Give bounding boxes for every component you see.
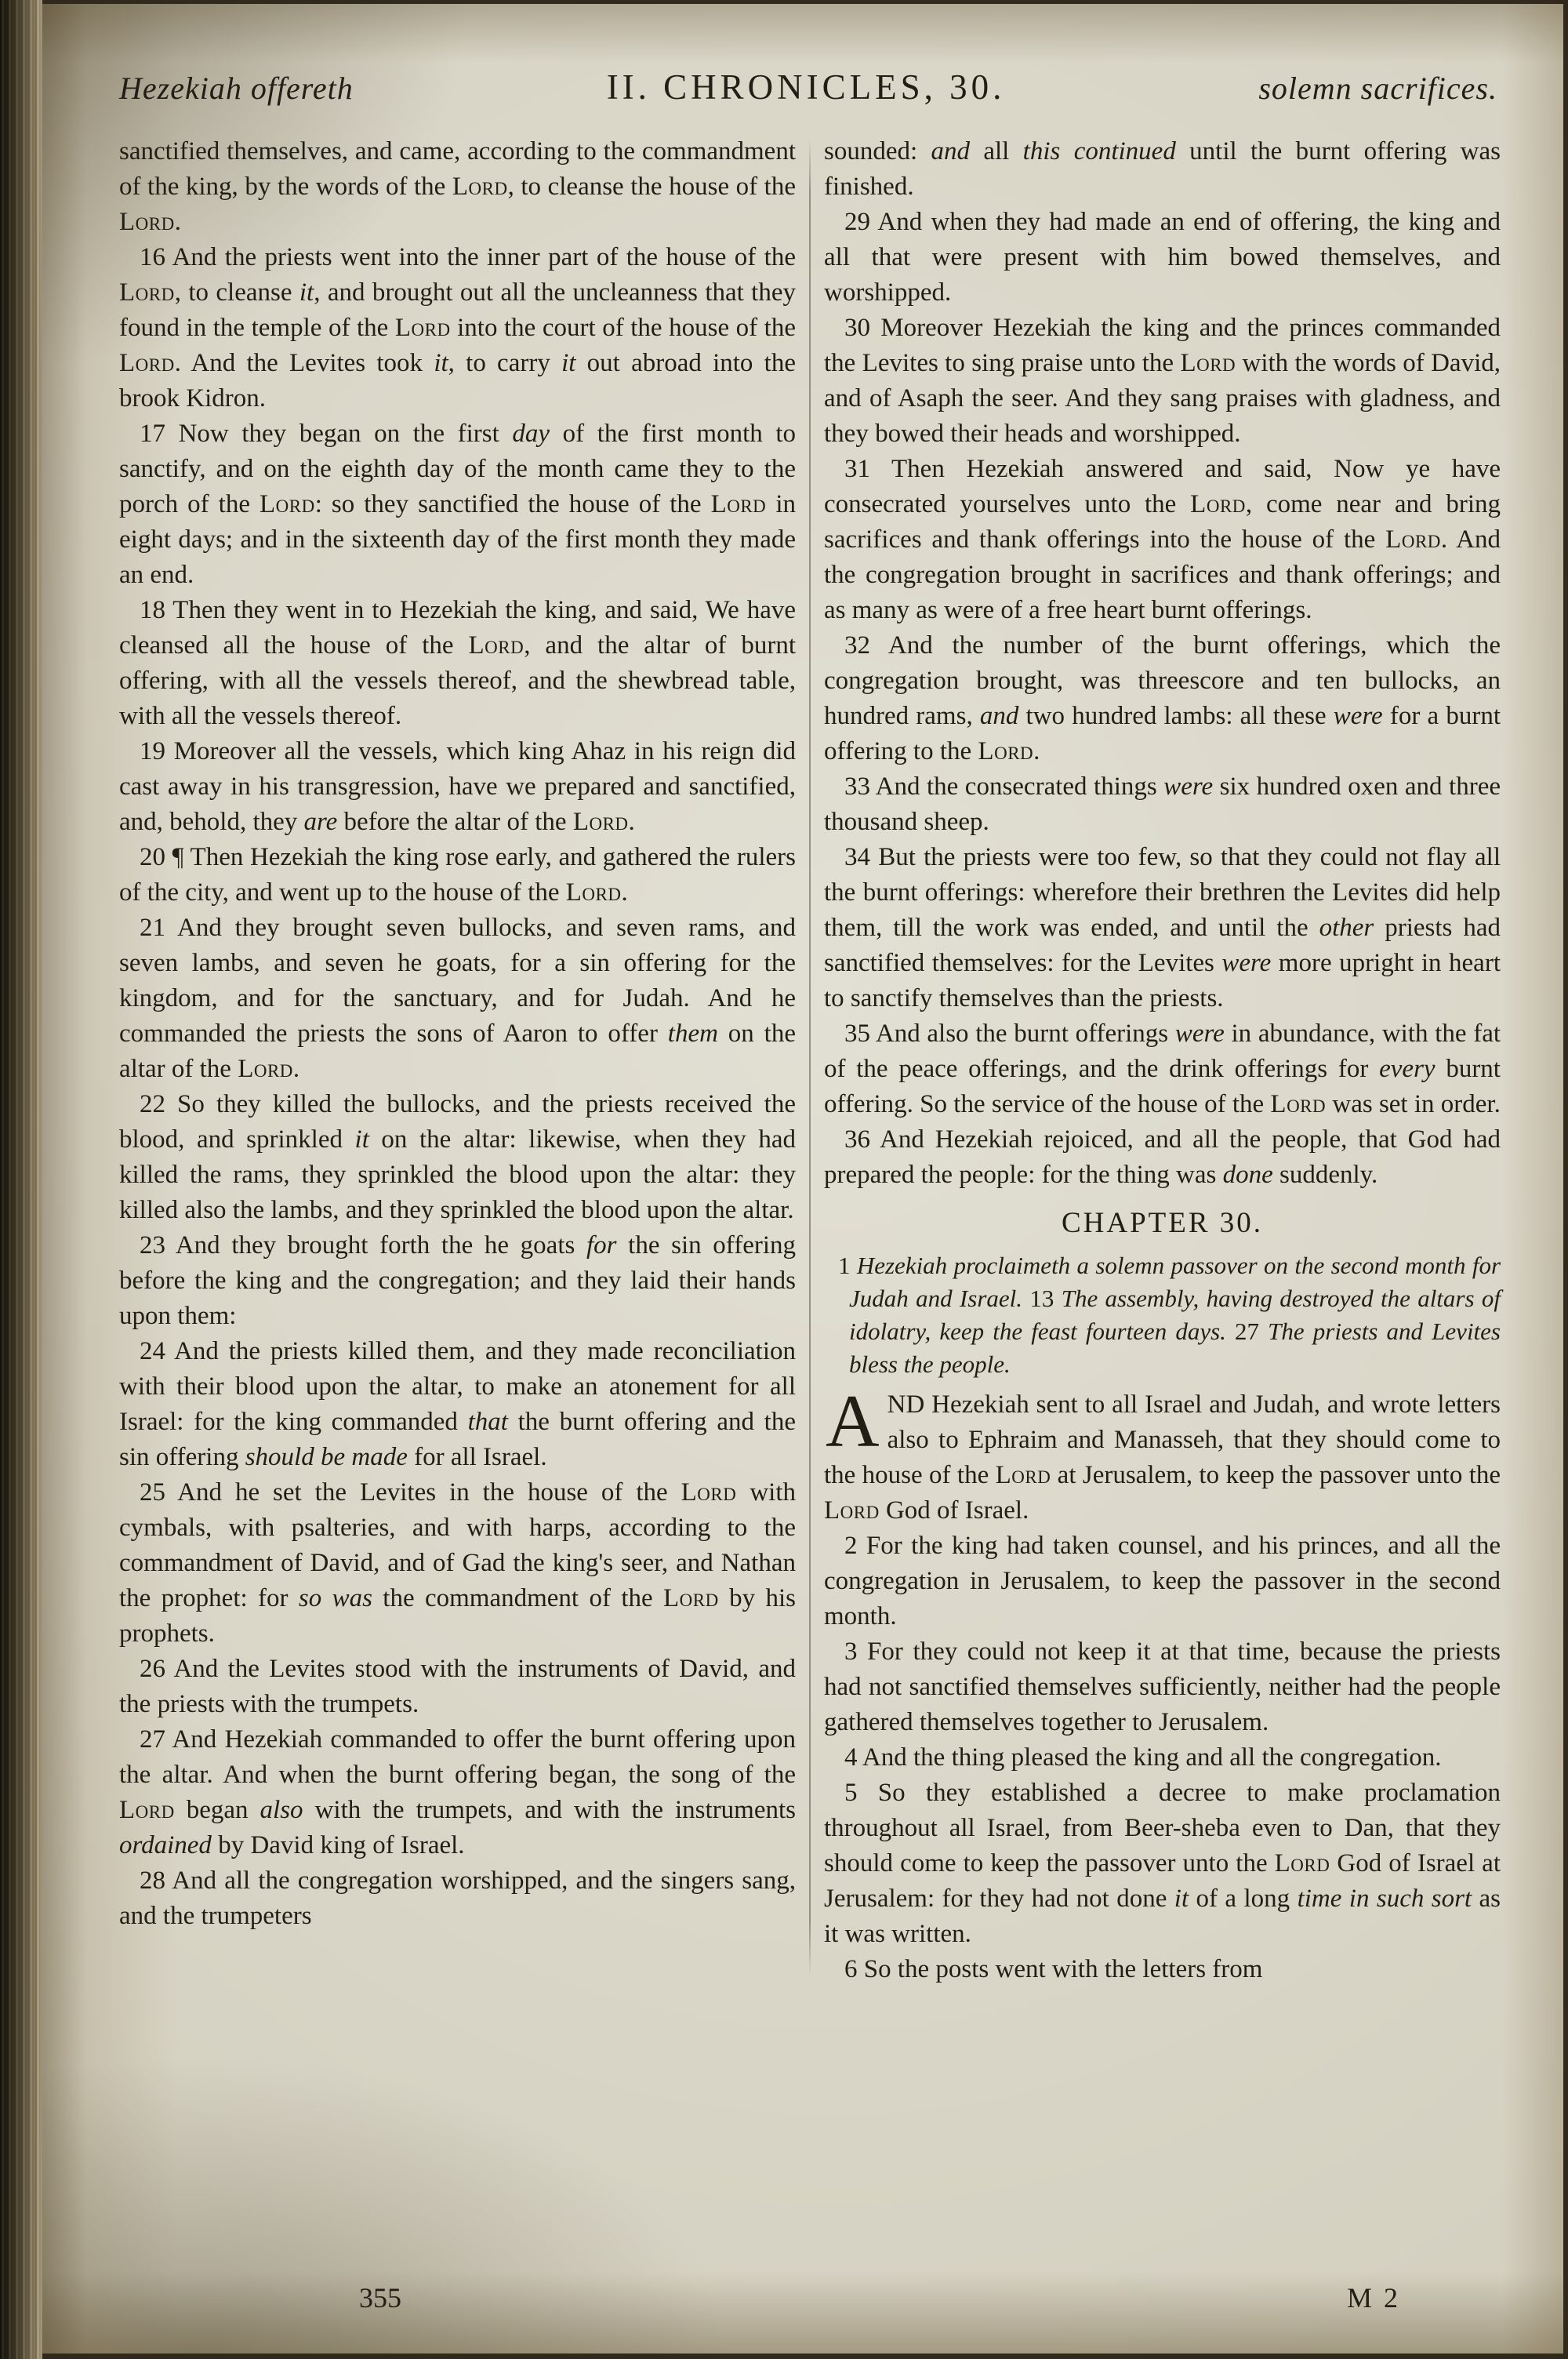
verse-18: 18 Then they went in to Hezekiah the king, and said, We have cleansed all the house of the Lord, and the altar of burnt offering, with all the vessels thereof, and the shewbread table, with all the vessels thereof.	[119, 596, 796, 730]
chapter-30-summary: 1 Hezekiah proclaimeth a solemn passover on the second month for Judah and Israel. 13 The assembly, having destroyed the altars of idolatry, keep the feast fourteen days. 27 The priests and Levites bless the people.	[838, 1252, 1501, 1378]
verse-19: 19 Moreover all the vessels, which king Ahaz in his reign did cast away in his transgression, have we prepared and sanctified, and, behold, they are before the altar of the Lord.	[119, 737, 796, 836]
verse-26: 26 And the Levites stood with the instruments of David, and the priests with the trumpets.	[119, 1655, 796, 1718]
verse-24: 24 And the priests killed them, and they made reconciliation with their blood upon the altar, to make an atonement for all Israel: for the king commanded that the burnt offering and the sin offering should be made for all Israel.	[119, 1337, 796, 1471]
verse-2: 2 For the king had taken counsel, and his princes, and all the congregation in Jerusalem, to keep the passover in the second month.	[824, 1532, 1501, 1630]
verse-16: 16 And the priests went into the inner part of the house of the Lord, to cleanse it, and brought out all the uncleanness that they found in the temple of the Lord into the court of the house of the Lord. And the Levites took it, to carry it out abroad into the brook Kidron.	[119, 243, 796, 413]
text-columns	[41, 107, 1563, 1987]
page-footer	[119, 2281, 1501, 2321]
page-title: II. CHRONICLES, 30.	[606, 67, 1006, 107]
verse-25: 25 And he set the Levites in the house of the Lord with cymbals, with psalteries, and with harps, according to the commandment of David, and of Gad the king's seer, and Nathan the prophet: for so was the commandment of the Lord by his prophets.	[119, 1478, 796, 1648]
drop-cap-letter: A	[826, 1379, 880, 1463]
verse-34: 34 But the priests were too few, so that they could not flay all the burnt offerings: wherefore their brethren the Levites did help them, till the work was ended, and until the other priests had sanctified themselves: for the Levites were more upright in heart to sanctify themselves than the priests.	[824, 843, 1501, 1012]
page	[41, 4, 1563, 2354]
verse-35: 35 And also the burnt offerings were in abundance, with the fat of the peace offerings, and the drink offerings for every burnt offering. So the service of the house of the Lord was set in order.	[824, 1020, 1501, 1118]
verse-30: 30 Moreover Hezekiah the king and the princes commanded the Levites to sing praise unto the Lord with the words of David, and of Asaph the seer. And they sang praises with gladness, and they bowed their heads and worshipped.	[824, 314, 1501, 448]
verse-28: 28 And all the congregation worshipped, and the singers sang, and the trumpeters	[119, 1866, 796, 1930]
verse-21: 21 And they brought seven bullocks, and seven rams, and seven lambs, and seven he goats, for a sin offering for the kingdom, and for the sanctuary, and for Judah. And he commanded the priests the sons of Aaron to offer them on the altar of the Lord.	[119, 914, 796, 1083]
column-divider-rule	[809, 139, 811, 1976]
chapter-30-heading: CHAPTER 30.	[1061, 1207, 1264, 1239]
running-head-left: Hezekiah offereth	[119, 71, 354, 106]
verse-29: 29 And when they had made an end of offering, the king and all that were present with him bowed themselves, and worshipped.	[824, 208, 1501, 307]
verse-4: 4 And the thing pleased the king and all the congregation.	[844, 1743, 1442, 1772]
verse-15-continuation: sanctified themselves, and came, according to the commandment of the king, by the words of the Lord, to cleanse the house of the Lord.	[119, 137, 796, 236]
verse-3: 3 For they could not keep it at that time, because the priests had not sanctified themselves sufficiently, neither had the people gathered themselves together to Jerusalem.	[824, 1637, 1501, 1736]
verse-33: 33 And the consecrated things were six hundred oxen and three thousand sheep.	[824, 772, 1501, 836]
column-left	[119, 134, 796, 1987]
verse-27: 27 And Hezekiah commanded to offer the burnt offering upon the altar. And when the burnt offering began, the song of the Lord began also with the trumpets, and with the instruments ordained by David king of Israel.	[119, 1725, 797, 1859]
verse-6: 6 So the posts went with the letters from	[844, 1955, 1263, 1983]
verse-17: 17 Now they began on the first day of the first month to sanctify, and on the eighth day of the month came they to the porch of the Lord: so they sanctified the house of the Lord in eight days; and in the sixteenth day of the first month they made an end.	[119, 420, 796, 589]
verse-23: 23 And they brought forth the he goats for the sin offering before the king and the congregation; and they laid their hands upon them:	[119, 1231, 796, 1330]
verse-22: 22 So they killed the bullocks, and the priests received the blood, and sprinkled it on the altar: likewise, when they had killed the rams, they sprinkled the blood upon the altar: they killed also the lambs, and they sprinkled the blood upon the altar.	[119, 1090, 796, 1224]
verse-31: 31 Then Hezekiah answered and said, Now ye have consecrated yourselves unto the Lord, come near and bring sacrifices and thank offerings into the house of the Lord. And the congregation brought in sacrifices and thank offerings; and as many as were of a free heart burnt offerings.	[824, 455, 1501, 624]
column-right	[824, 134, 1501, 1987]
verse-36: 36 And Hezekiah rejoiced, and all the people, that God had prepared the people: for the thing was done suddenly.	[824, 1125, 1501, 1189]
verse-32: 32 And the number of the burnt offerings, which the congregation brought, was threescore and ten bullocks, an hundred rams, and two hundred lambs: all these were for a burnt offering to the Lord.	[824, 631, 1501, 765]
verse-20: 20 ¶ Then Hezekiah the king rose early, and gathered the rulers of the city, and went up to the house of the Lord.	[119, 843, 796, 907]
verse-5: 5 So they established a decree to make proclamation throughout all Israel, from Beer-sheba even to Dan, that they should come to keep the passover unto the Lord God of Israel at Jerusalem: for they had not done it of a long time in such sort as it was written.	[824, 1779, 1501, 1948]
signature-mark: M 2	[1346, 2282, 1400, 2314]
page-number: 355	[359, 2282, 401, 2314]
book-gutter-edge	[0, 0, 42, 2359]
verse-28-continuation: sounded: and all this continued until the burnt offering was finished.	[824, 137, 1501, 201]
running-head-right: solemn sacrifices.	[1258, 71, 1497, 106]
verse-1: AND Hezekiah sent to all Israel and Judah, and wrote letters also to Ephraim and Manasseh, that they should come to the house of the Lord at Jerusalem, to keep the passover unto the Lord God of Israel.	[824, 1379, 1501, 1525]
page-header	[41, 4, 1563, 107]
